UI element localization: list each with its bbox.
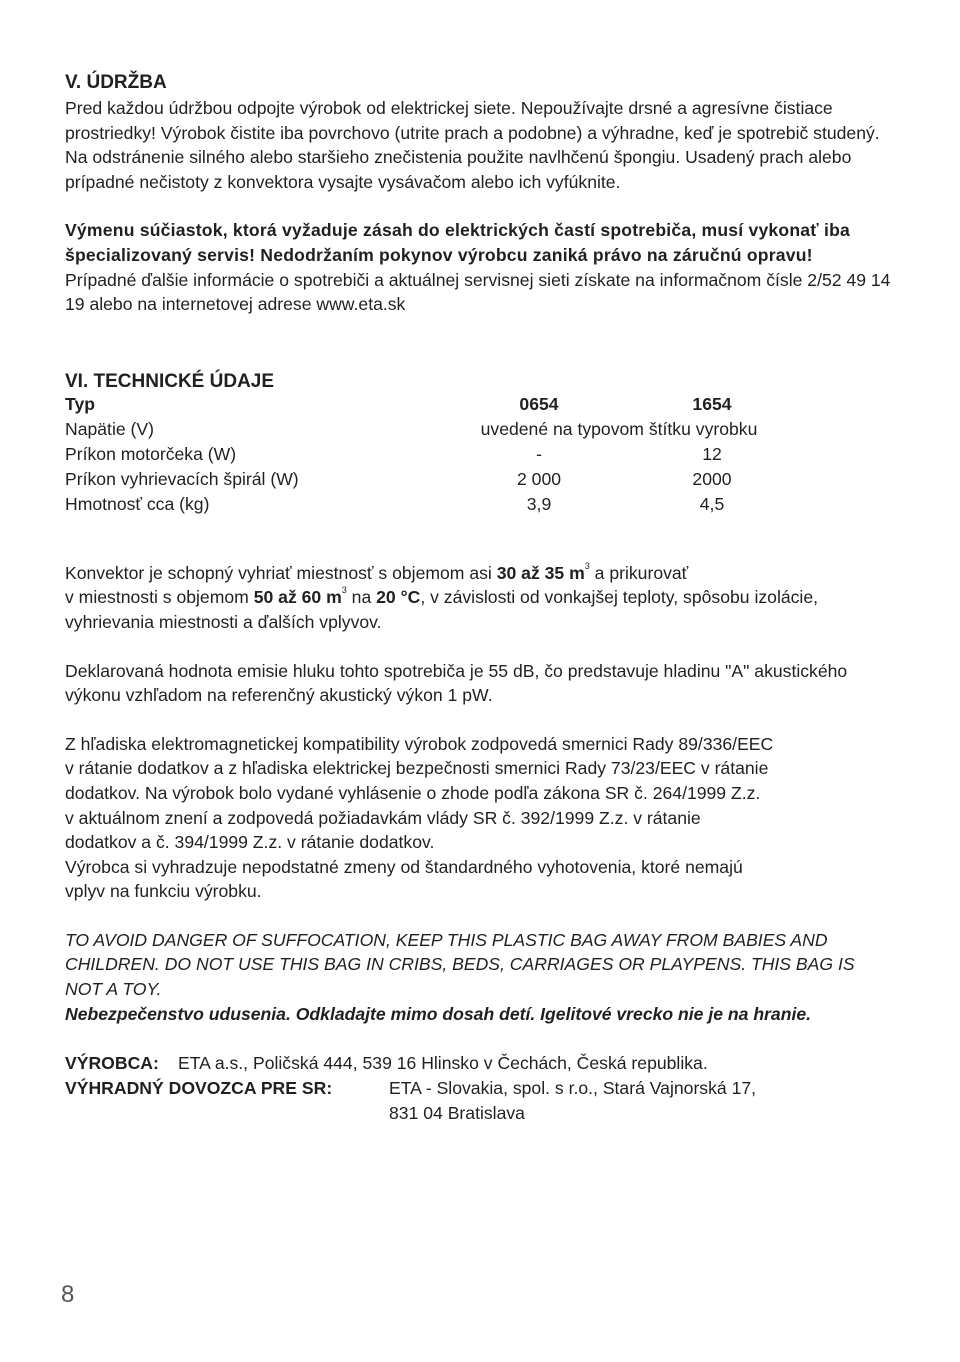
spec-voltage-label: Napätie (V) — [65, 418, 154, 439]
spec-row — [65, 494, 895, 519]
manufacturer-block — [65, 1051, 895, 1126]
spec-row-value-0654: 2 000 — [516, 468, 562, 489]
spec-col-0654: 0654 — [519, 393, 559, 414]
capacity-paragraph — [65, 561, 895, 635]
compliance-line: dodatkov. Na výrobok bolo vydané vyhlásenie o zhode podľa zákona SR č. 264/1999 Z.z. — [65, 782, 761, 803]
compliance-line: Výrobca si vyhradzuje nepodstatné zmeny od štandardného vyhotovenia, ktoré nemajú — [65, 856, 743, 877]
spec-row-label: Hmotnosť cca (kg) — [65, 493, 210, 514]
importer-label: VÝHRADNÝ DOVOZCA PRE SR: — [65, 1078, 333, 1099]
maintenance-heading: V. ÚDRŽBA — [65, 72, 167, 93]
compliance-line: vplyv na funkciu výrobku. — [65, 881, 262, 902]
spec-row-value-1654: 12 — [702, 443, 722, 464]
spec-row-label: Príkon motorčeka (W) — [65, 443, 237, 464]
capacity-text: , v závislosti od vonkajšej teploty, spôsobu izolácie, vyhrievania miestnosti a ďalších vplyvov. — [65, 587, 819, 632]
service-info: Prípadné ďalšie informácie o spotrebiči a aktuálnej servisnej sieti získate na informačnom čísle 2/52 49 14 19 alebo na internetovej adrese www.eta.sk — [65, 269, 891, 315]
spec-header-row — [65, 394, 895, 419]
capacity-volume-range-supplementary: 50 až 60 m — [253, 587, 342, 608]
capacity-text: a prikurovať — [589, 562, 689, 583]
importer-address-line2: 831 04 Bratislava — [389, 1103, 525, 1124]
compliance-line: dodatkov a č. 394/1999 Z.z. v rátanie dodatkov. — [65, 832, 435, 853]
manufacturer-address: ETA a.s., Poličská 444, 539 16 Hlinsko v Čechách, Česká republika. — [178, 1053, 708, 1074]
capacity-volume-range: 30 až 35 m — [496, 562, 585, 583]
spec-row — [65, 444, 895, 469]
capacity-unit-exponent: 3 — [584, 560, 590, 571]
manual-page — [65, 70, 895, 1126]
manufacturer-label: VÝROBCA: — [65, 1053, 159, 1074]
capacity-text: Konvektor je schopný vyhriať miestnosť s objemom asi — [65, 562, 497, 583]
spec-row-value-0654: 3,9 — [526, 493, 552, 514]
capacity-temperature: 20 °C — [376, 587, 421, 608]
noise-paragraph: Deklarovaná hodnota emisie hluku tohto spotrebiča je 55 dB, čo predstavuje hladinu "A" akustického výkonu vzhľadom na referenčný akustický výkon 1 pW. — [65, 660, 848, 706]
importer-address-line1: ETA - Slovakia, spol. s r.o., Stará Vajnorská 17, — [389, 1078, 757, 1099]
spec-row — [65, 469, 895, 494]
capacity-unit-exponent: 3 — [341, 585, 347, 596]
technical-heading: VI. TECHNICKÉ ÚDAJE — [65, 370, 275, 392]
spec-row-value-0654: - — [536, 443, 542, 464]
spec-voltage-value: uvedené na typovom štítku vyrobku — [480, 418, 758, 439]
bag-warning-english: TO AVOID DANGER OF SUFFOCATION, KEEP THIS PLASTIC BAG AWAY FROM BABIES AND CHILDREN. DO NOT USE THIS BAG IN CRIBS, BEDS, CARRIAGES OR PLAYPENS. THIS BAG IS NOT A TOY. — [65, 929, 855, 1000]
compliance-line: v aktuálnom znení a zodpovedá požiadavkám vlády SR č. 392/1999 Z.z. v rátanie — [65, 807, 701, 828]
compliance-paragraph — [65, 732, 895, 904]
capacity-text: na — [346, 587, 377, 608]
bag-warning-slovak: Nebezpečenstvo udusenia. Odkladajte mimo dosah detí. Igelitové vrecko nie je na hranie. — [65, 1003, 811, 1024]
spec-voltage-row — [65, 419, 895, 444]
spec-table — [65, 394, 895, 519]
spec-row-value-1654: 4,5 — [699, 493, 725, 514]
compliance-line: v rátanie dodatkov a z hľadiska elektrickej bezpečnosti smernici Rady 73/23/EEC v rátanie — [65, 758, 769, 779]
service-warning: Výmenu súčiastok, ktorá vyžaduje zásah do elektrických častí spotrebiča, musí vykonať iba špecializovaný servis! Nedodržaním pokynov výrobcu zaniká právo na záručnú opravu! — [65, 220, 851, 265]
spec-type-label: Typ — [65, 393, 95, 414]
maintenance-paragraph: Pred každou údržbou odpojte výrobok od elektrickej siete. Nepoužívajte drsné a agresívne čistiace prostriedky! Výrobok čistite iba povrchovo (utrite prach a podobne) a výhradne, keď je spotrebič studený. Na odstránenie silného alebo staršieho znečistenia použite navlhčenú špongiu. Usadený prach alebo prípadné nečistoty z konvektora vysajte vysávačom alebo ich vyfúknite. — [65, 98, 880, 192]
spec-row-label: Príkon vyhrievacích špirál (W) — [65, 468, 299, 489]
spec-col-1654: 1654 — [692, 393, 732, 414]
compliance-line: Z hľadiska elektromagnetickej kompatibility výrobok zodpovedá smernici Rady 89/336/EEC — [65, 733, 774, 754]
capacity-text: v miestnosti s objemom — [65, 587, 254, 608]
spec-row-value-1654: 2000 — [692, 468, 732, 489]
page-number: 8 — [61, 1281, 75, 1308]
